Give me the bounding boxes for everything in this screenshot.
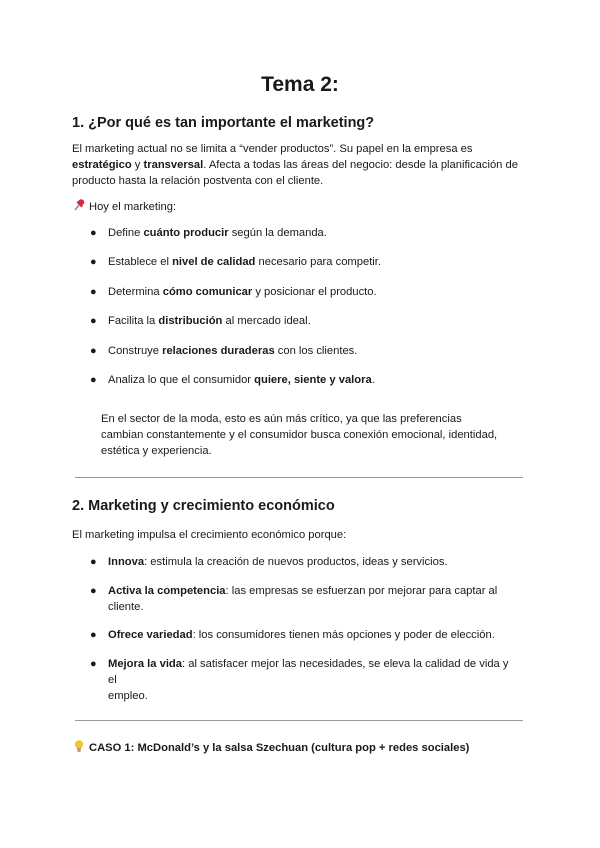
- divider: [75, 477, 523, 478]
- list-item-line-2: empleo.: [108, 690, 148, 702]
- list-item-pre: Determina: [108, 286, 163, 298]
- bullet-dot-icon: ●: [90, 374, 97, 386]
- pin-line: [72, 198, 532, 215]
- list-item-text: [108, 254, 520, 270]
- list-item-bold: relaciones duraderas: [162, 345, 275, 357]
- section-2-heading: 2. Marketing y crecimiento económico: [72, 498, 335, 514]
- list-item-line-1: : estimula la creación de nuevos productos, ideas y servicios.: [144, 556, 448, 568]
- list-item-post: con los clientes.: [274, 345, 358, 357]
- fashion-note-line-1: En el sector de la moda, esto es aún más crítico, ya que las preferencias: [101, 413, 462, 425]
- list-item-pre: Establece el: [108, 256, 173, 268]
- bullet-dot-icon: ●: [90, 585, 97, 597]
- bullet-dot-icon: ●: [90, 227, 97, 239]
- case-1-line: [72, 739, 552, 756]
- page-title: Tema 2:: [261, 73, 339, 96]
- list-item: [90, 343, 520, 359]
- list-item-post: al mercado ideal.: [222, 315, 311, 327]
- list-item-pre: Analiza lo que el consumidor: [108, 374, 255, 386]
- section-1-heading: 1. ¿Por qué es tan importante el marketing?: [72, 115, 375, 131]
- divider: [75, 720, 523, 721]
- bullet-dot-icon: ●: [90, 315, 97, 327]
- case-1-title: CASO 1: McDonald’s y la salsa Szechuan (cultura pop + redes sociales): [89, 742, 470, 754]
- list-item-pre: Construye: [108, 345, 163, 357]
- list-item-post: y posicionar el producto.: [252, 286, 377, 298]
- list-item-bold: cómo comunicar: [162, 286, 253, 298]
- intro-line-3: producto hasta la relación postventa con el cliente.: [72, 175, 324, 187]
- fashion-note: [101, 411, 521, 459]
- list-item-text: [108, 656, 520, 704]
- list-item: [90, 656, 520, 704]
- list-item: [90, 313, 520, 329]
- fashion-note-line-2: cambian constantemente y el consumidor busca conexión emocional, identidad,: [101, 429, 498, 441]
- list-item-bold: Innova: [108, 556, 145, 568]
- pin-label: Hoy el marketing:: [89, 201, 177, 213]
- list-item: [90, 627, 520, 643]
- list-item: [90, 583, 520, 615]
- list-item-text: [108, 313, 520, 329]
- list-item-bold: Ofrece variedad: [108, 629, 193, 641]
- list-item: [90, 254, 520, 270]
- list-item-text: [108, 372, 520, 388]
- list-item: [90, 554, 520, 570]
- list-item-post: necesario para competir.: [255, 256, 382, 268]
- list-item-text: [108, 343, 520, 359]
- list-item-line-1: : los consumidores tienen más opciones y poder de elección.: [192, 629, 495, 641]
- list-item-text: [108, 583, 520, 615]
- bullet-dot-icon: ●: [90, 286, 97, 298]
- list-item-text: [108, 225, 520, 241]
- list-item-bold: nivel de calidad: [172, 256, 256, 268]
- list-item-line-1: : al satisfacer mejor las necesidades, se eleva la calidad de vida y el: [108, 658, 509, 686]
- list-item-text: [108, 627, 520, 643]
- section-2-intro: El marketing impulsa el crecimiento económico porque:: [72, 529, 347, 541]
- list-item-line-2: cliente.: [108, 601, 144, 613]
- list-item-line-1: : las empresas se esfuerzan por mejorar para captar al: [225, 585, 498, 597]
- pushpin-icon: [72, 198, 86, 212]
- bullet-dot-icon: ●: [90, 658, 97, 670]
- list-item-bold: Mejora la vida: [108, 658, 182, 670]
- section-1-intro: [72, 141, 532, 189]
- fashion-note-line-3: estética y experiencia.: [101, 445, 212, 457]
- intro-text: y: [131, 159, 144, 171]
- list-item: [90, 225, 520, 241]
- bullet-dot-icon: ●: [90, 556, 97, 568]
- list-item-pre: Define: [108, 227, 144, 239]
- intro-bold-transversal: transversal: [143, 159, 204, 171]
- bullet-dot-icon: ●: [90, 256, 97, 268]
- list-item-bold: quiere, siente y valora: [254, 374, 372, 386]
- intro-line-2: [72, 157, 532, 173]
- list-item-bold: Activa la competencia: [108, 585, 226, 597]
- list-item-post: según la demanda.: [228, 227, 327, 239]
- list-item: [90, 372, 520, 388]
- lightbulb-icon: [72, 739, 86, 753]
- list-item-post: .: [371, 374, 375, 386]
- intro-bold-estrategico: estratégico: [72, 159, 132, 171]
- list-item-bold: distribución: [158, 315, 223, 327]
- list-item-pre: Facilita la: [108, 315, 159, 327]
- list-item-text: [108, 284, 520, 300]
- bullet-dot-icon: ●: [90, 345, 97, 357]
- list-item-bold: cuánto producir: [143, 227, 229, 239]
- intro-line-1: El marketing actual no se limita a “vender productos”. Su papel en la empresa es: [72, 143, 473, 155]
- bullet-dot-icon: ●: [90, 629, 97, 641]
- intro-text: . Afecta a todas las áreas del negocio: desde la planificación de: [203, 159, 518, 171]
- list-item: [90, 284, 520, 300]
- list-item-text: [108, 554, 520, 570]
